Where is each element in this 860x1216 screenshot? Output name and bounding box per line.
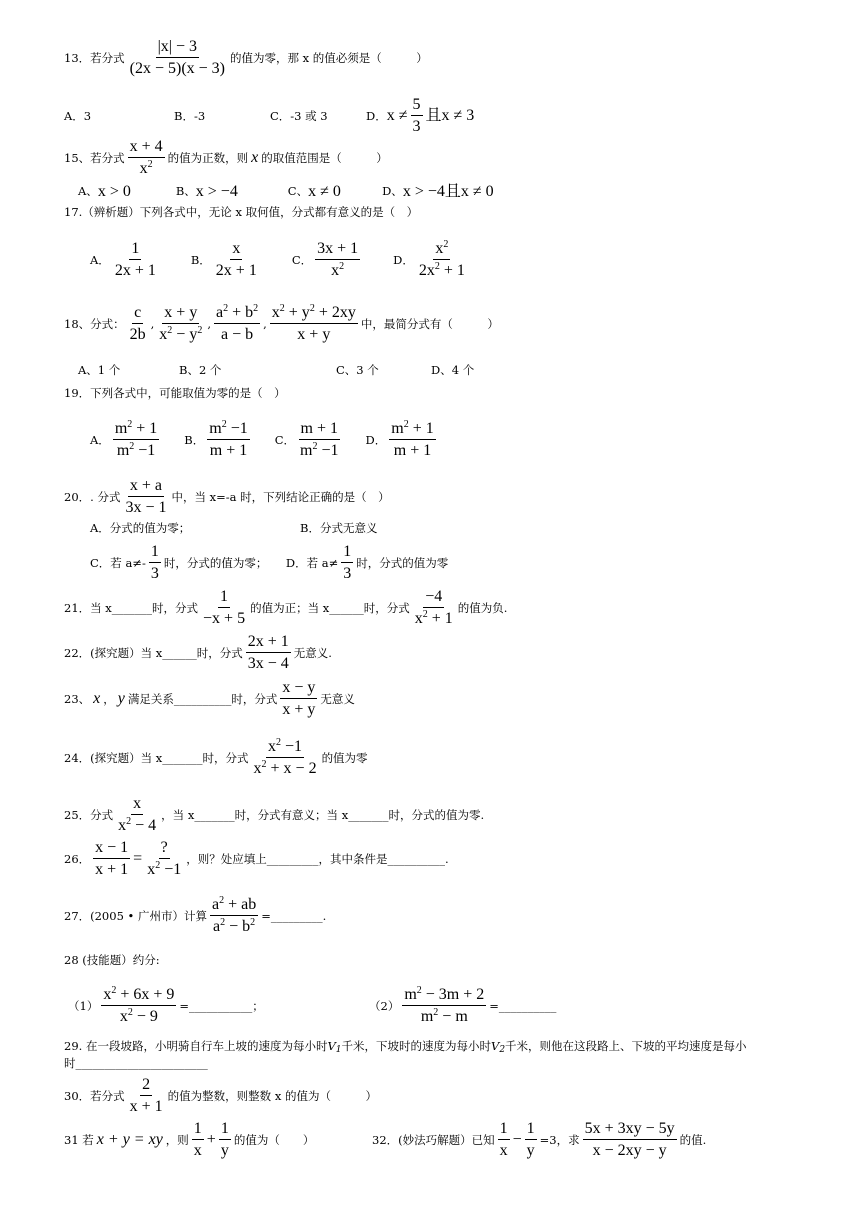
q28-p1-num (101, 986, 176, 1006)
q23-prefix: 23、 (64, 691, 91, 706)
q18-suffix: 中，最简分式有（ ） (360, 316, 499, 331)
q15-denominator (138, 158, 155, 178)
q31-f1-den: x (193, 1142, 202, 1160)
q21-fraction-1 (201, 588, 247, 629)
q30-den: x + 1 (129, 1098, 163, 1116)
q24-den-b: + x − 2 (266, 760, 317, 778)
q19-option-a (113, 420, 159, 461)
q27-num-a: a (211, 896, 220, 913)
q30-fraction (128, 1076, 165, 1117)
q21-f2-den-b: + 1 (427, 610, 453, 628)
q15-options (78, 184, 494, 200)
q28-p1-den (118, 1006, 160, 1026)
q19-options (90, 420, 439, 461)
q25-fraction (116, 795, 158, 836)
q27-num-b: + ab (224, 896, 257, 913)
q13-option-d-den: 3 (412, 118, 421, 136)
q17-c-num: 3x + 1 (315, 240, 360, 260)
q20-c-den: 3 (150, 565, 159, 583)
q21-fraction-2 (413, 588, 455, 629)
q19-d-den: m + 1 (393, 442, 432, 460)
q21-f2-den (413, 608, 455, 628)
q29-v1-letter: V (327, 1039, 336, 1053)
q32-fraction-1 (498, 1120, 510, 1161)
q15-var: x (251, 149, 259, 167)
q18-f3-num-exp2: 2 (253, 303, 259, 314)
q22-den: 3x − 4 (247, 655, 289, 673)
question-21 (64, 588, 507, 629)
q25-den-a: x (118, 817, 127, 835)
q29-line1-b: 千米，下坡时的速度为每小时 (341, 1039, 491, 1053)
q23-middle: 满足关系__________时，分式 (127, 691, 278, 706)
q18-f3-num-exp1: 2 (223, 303, 229, 314)
q20-option-c-fraction (149, 543, 161, 584)
q32-suffix: 的值. (679, 1132, 707, 1147)
q19-option-b-label: B． (184, 432, 205, 447)
q15-numerator: x + 4 (128, 138, 165, 158)
question-30 (64, 1076, 377, 1117)
q18-f1-num: c (132, 304, 143, 324)
q23-suffix: 无意义 (320, 691, 355, 706)
q20-d-den: 3 (343, 565, 352, 583)
q13-option-b: B．-3 (174, 108, 206, 123)
q28-p1-suffix: =___________； (179, 998, 264, 1013)
question-32 (372, 1120, 706, 1161)
q17-option-a-label: A． (90, 252, 110, 267)
q13-numerator: |x| − 3 (156, 38, 199, 58)
q18-fraction-2 (157, 304, 204, 345)
q32-f2-den: y (526, 1142, 535, 1160)
q18-f2-den-exp1: 2 (167, 325, 173, 337)
q15-option-b-label: B、 (175, 184, 196, 199)
q20-option-b: B．分式无意义 (300, 521, 378, 535)
q28-p2-suffix: =__________ (489, 998, 557, 1013)
q20-suffix: 中，当 x=-a 时，下列结论正确的是（ ） (171, 489, 390, 504)
q17-c-den (329, 260, 346, 280)
q20-num: x + a (128, 477, 164, 497)
q21-f2-den-a: x (414, 610, 423, 628)
q30-suffix: 的值为整数，则整数 x 的值为（ ） (167, 1088, 377, 1103)
q17-option-d (417, 240, 467, 281)
q28-p2-fraction (402, 986, 486, 1027)
q19-c-num: m + 1 (299, 420, 340, 440)
q27-fraction (210, 896, 258, 937)
q19-c-den (298, 440, 340, 460)
q13-option-d-fraction (411, 96, 423, 137)
q18-f3-num-b: + b (228, 304, 254, 321)
q18-option-a: A、1 个 (78, 363, 121, 377)
q29-line1-c: 千米，则他在这段路上、下坡的平均速度是每小 (505, 1039, 747, 1053)
q28-p2-num (402, 986, 486, 1006)
q25-prefix: 25．分式 (64, 807, 114, 822)
q28-p2-den (419, 1006, 470, 1026)
q13-option-a: A．3 (64, 108, 92, 123)
q17-option-c (315, 240, 360, 281)
q31-plus: + (206, 1131, 216, 1149)
question-23 (64, 679, 355, 720)
q23-num: x − y (280, 679, 317, 699)
question-18: 18、分式： $\frac{c}{2b}$ , $\frac{x + y}{x^2 - y^2}$ , $\frac{a^2 + b^2}{a - b}$ , $\frac{x^2 + y^2 + 2xy}{x + y}$ 中，最简分式有（ ） (64, 303, 499, 344)
q18-f4-num-c: + 2xy (314, 304, 356, 321)
q20-option-d-post: 时，分式的值为零 (356, 555, 449, 570)
q19-d-num-b: + 1 (408, 420, 434, 437)
q19-c-den-exp: 2 (312, 441, 318, 453)
q13-options (64, 96, 474, 137)
q19-option-d (389, 420, 435, 461)
q29-v2-letter: V (491, 1039, 500, 1053)
q13-option-d-post: 且x ≠ 3 (425, 107, 475, 125)
question-27 (64, 896, 326, 937)
q17-option-b (214, 240, 259, 281)
q17-d-den-exp: 2 (434, 261, 440, 273)
q32-middle: =3，求 (539, 1132, 580, 1147)
question-13 (64, 38, 428, 79)
q31-f1-num: 1 (192, 1120, 204, 1140)
q17-d-num-base: x (435, 240, 444, 257)
q25-den (116, 815, 158, 835)
q15-suffix: 的值为正数，则 (167, 150, 249, 165)
q23-var-y: y (117, 690, 125, 708)
q21-f2-num: −4 (423, 588, 444, 608)
q30-num: 2 (140, 1076, 152, 1096)
q28-p1-den-b: − 9 (132, 1008, 158, 1026)
q29-line2 (64, 1058, 208, 1070)
q26-r-den-a: x (147, 861, 156, 879)
q20-options-ab (90, 523, 377, 535)
q23-fraction (280, 679, 317, 720)
q17-d-den-pre: 2x (418, 262, 435, 280)
q17-d-den-post: + 1 (439, 262, 465, 280)
q29-v1-sub: 1 (335, 1045, 342, 1055)
q28-p2-den-a: m (420, 1008, 434, 1026)
q19-option-c (298, 420, 340, 461)
q17-option-a (113, 240, 158, 281)
q26-l-num: x − 1 (93, 839, 130, 859)
q19-b-num-a: m (209, 420, 222, 437)
q28-p1-num-a: x (103, 986, 112, 1003)
q31-fraction-2 (219, 1120, 231, 1161)
q18-f4-num-a: x (271, 304, 280, 321)
q28-p2-num-b: − 3m + 2 (421, 986, 485, 1003)
q18-f2-den (157, 324, 204, 344)
q32-f2-num: 1 (525, 1120, 537, 1140)
q18-f3-num (214, 304, 260, 324)
q28-p2-label: （2） (369, 998, 400, 1013)
q19-option-d-label: D． (365, 432, 387, 447)
q28-part-2 (369, 986, 556, 1027)
q15-option-a-label: A、 (78, 184, 98, 199)
q13-option-d-label: D． (366, 108, 387, 123)
q24-num-a: x (268, 738, 277, 755)
q19-option-a-label: A． (90, 432, 110, 447)
q15-option-d-label: D、 (382, 184, 403, 199)
q17-c-den-base: x (331, 262, 340, 280)
q26-l-den: x + 1 (95, 861, 129, 879)
q20-option-a: A．分式的值为零； (90, 521, 191, 535)
q18-f4-num-exp2: 2 (309, 303, 315, 314)
q19-c-den-a: m (300, 442, 313, 460)
q24-num-b: −1 (281, 738, 303, 755)
q19-d-num-exp: 2 (403, 419, 409, 430)
q20-den: 3x − 1 (125, 499, 167, 517)
question-31 (64, 1120, 314, 1161)
question-17 (64, 207, 418, 219)
q27-num-exp: 2 (219, 895, 225, 906)
q19-d-num (389, 420, 435, 440)
q17-a-den: 2x + 1 (114, 262, 156, 280)
q31-fraction-1 (192, 1120, 204, 1161)
question-25 (64, 795, 484, 836)
q20-option-d-fraction (341, 543, 353, 584)
q20-d-num: 1 (341, 543, 353, 563)
q26-r-num: ? (159, 839, 170, 859)
q29-line2-text: 时_______________________ (64, 1056, 208, 1070)
q17-c-den-exp: 2 (339, 261, 345, 273)
q19-a-num (113, 420, 159, 440)
q19-a-den (115, 440, 157, 460)
q18-prefix: 18、分式： (64, 316, 125, 331)
q18-option-c: C、3 个 (336, 363, 379, 377)
q24-num-exp: 2 (276, 737, 282, 748)
q31-suffix: 的值为（ ） (233, 1132, 315, 1147)
q18-f2-den-exp2: 2 (197, 325, 203, 337)
q17-d-den (417, 260, 467, 280)
q19-option-b (207, 420, 249, 461)
question-15 (64, 138, 388, 179)
q17-options (90, 240, 470, 281)
q15-fraction (128, 138, 165, 179)
q13-prefix: 13．若分式 (64, 50, 125, 65)
q17-d-num-exp: 2 (443, 239, 449, 250)
q18-f2-num: x + y (162, 304, 199, 324)
q22-num: 2x + 1 (246, 633, 291, 653)
question-20 (64, 477, 390, 518)
q18-f4-den: x + y (297, 326, 331, 344)
q18-f2-den-b: − y (172, 326, 198, 344)
q24-suffix: 的值为零 (321, 750, 368, 765)
q18-f4-num-exp1: 2 (279, 303, 285, 314)
question-24 (64, 738, 368, 779)
q28-p2-den-b: − m (438, 1008, 468, 1026)
q23-den: x + y (282, 701, 316, 719)
q32-fraction-2 (525, 1120, 537, 1161)
q18-fraction-4 (270, 304, 358, 345)
q26-r-den-b: −1 (160, 861, 182, 879)
q18-option-b: B、2 个 (179, 363, 222, 377)
q23-var-x: x (93, 690, 101, 708)
q18-f4-num-b: + y (284, 304, 310, 321)
q18-f3-den: a − b (220, 326, 254, 344)
q27-num (210, 896, 258, 916)
q25-den-exp: 2 (126, 816, 132, 828)
q31-prefix: 31 若 (64, 1132, 94, 1147)
q15-prefix: 15、若分式 (64, 150, 125, 165)
q32-den: x − 2xy − y (592, 1142, 667, 1160)
q15-option-c: x ≠ 0 (308, 183, 341, 200)
q26-prefix: 26． (64, 851, 91, 866)
q19-b-den: m + 1 (209, 442, 248, 460)
q28-p1-label: （1） (68, 998, 99, 1013)
q21-f1-num: 1 (218, 588, 230, 608)
q21-prefix: 21．当 x_______时，分式 (64, 600, 199, 615)
q20-option-d-pre: D．若 a≠ (285, 555, 339, 570)
q22-suffix: 无意义. (293, 645, 332, 660)
q24-num (266, 738, 304, 758)
q18-f2-den-a: x (159, 326, 168, 344)
q27-den-exp1: 2 (220, 917, 226, 929)
q19-b-num (207, 420, 249, 440)
q28-text: 28 (技能题）约分: (64, 953, 160, 967)
q22-fraction (246, 633, 291, 674)
q17-a-num: 1 (129, 240, 141, 260)
q28-p2-den-exp: 2 (433, 1007, 439, 1019)
q25-den-b: − 4 (131, 817, 157, 835)
q19-a-den-exp: 2 (129, 441, 135, 453)
q29-v2-sub: 2 (499, 1045, 506, 1055)
q15-den-base: x (139, 160, 148, 178)
q21-middle: 的值为正；当 x______时，分式 (250, 600, 410, 615)
q26-equals: = (133, 850, 143, 868)
q17-option-b-label: B． (190, 252, 211, 267)
q20-option-c-pre: C．若 a≠- (90, 555, 146, 570)
q13-fraction (128, 38, 227, 79)
q19-text: 19．下列各式中，可能取值为零的是（ ） (64, 386, 286, 400)
q24-den (252, 758, 319, 778)
q18-f3-num-a: a (215, 304, 224, 321)
q17-option-c-label: C． (291, 252, 313, 267)
q20-c-num: 1 (149, 543, 161, 563)
q21-f1-den: −x + 5 (203, 610, 246, 628)
q15-option-c-label: C、 (287, 184, 309, 199)
q19-b-num-exp: 2 (221, 419, 227, 430)
q27-den-exp2: 2 (250, 917, 256, 929)
q32-prefix: 32．(妙法巧解题）已知 (372, 1132, 495, 1147)
q28-p1-fraction (101, 986, 176, 1027)
q20-fraction (123, 477, 168, 518)
q20-options-cd (90, 543, 448, 584)
q13-option-d-pre: x ≠ (386, 107, 408, 125)
q24-prefix: 24．(探究题）当 x_______时，分式 (64, 750, 249, 765)
q31-f2-num: 1 (219, 1120, 231, 1140)
q19-a-den-b: −1 (134, 442, 156, 460)
q17-d-num (433, 240, 450, 260)
q27-suffix: =_________. (261, 908, 327, 923)
q29-v1 (327, 1041, 341, 1053)
q28-p1-num-exp: 2 (111, 985, 117, 996)
q27-den-a: a (213, 918, 221, 936)
q17-option-d-label: D． (393, 252, 414, 267)
q23-sep: ， (103, 691, 115, 706)
question-19 (64, 388, 286, 400)
q29-v2 (491, 1041, 505, 1053)
q18-options (78, 365, 474, 377)
q26-r-den-exp: 2 (155, 860, 161, 872)
q15-den-exp: 2 (147, 159, 153, 171)
q18-option-d: D、4 个 (431, 363, 475, 377)
question-29 (64, 1041, 747, 1053)
q15-option-d: x > −4且x ≠ 0 (402, 183, 494, 200)
q21-f2-den-exp: 2 (422, 609, 428, 621)
q28-p1-den-a: x (119, 1008, 128, 1026)
q19-c-den-b: −1 (317, 442, 339, 460)
q19-b-num-b: −1 (226, 420, 248, 437)
q19-d-num-a: m (391, 420, 404, 437)
q25-suffix: ，当 x_______时，分式有意义；当 x_______时，分式的值为零. (161, 807, 485, 822)
q15-option-b: x > −4 (195, 183, 238, 200)
q20-option-c-post: 时，分式的值为零； (163, 555, 268, 570)
q15-suffix2: 的取值范围是（ ） (261, 150, 388, 165)
q24-den-a: x (253, 760, 262, 778)
q17-text: 17.（辨析题）下列各式中，无论 x 取何值，分式都有意义的是（ ） (64, 205, 419, 219)
q27-den (211, 916, 257, 936)
q28-p2-num-a: m (404, 986, 417, 1003)
q26-right-fraction (145, 839, 183, 880)
q24-den-exp: 2 (261, 759, 267, 771)
q27-prefix: 27．(2005 • 广州市）计算 (64, 908, 207, 923)
q19-a-num-a: m (114, 420, 128, 437)
question-22 (64, 633, 332, 674)
q17-b-den: 2x + 1 (215, 262, 257, 280)
q26-left-fraction (93, 839, 130, 880)
q20-prefix: 20．. 分式 (64, 489, 121, 504)
q13-denominator: (2x − 5)(x − 3) (129, 60, 225, 78)
q13-suffix: 的值为零，那 x 的值必须是（ ） (230, 50, 428, 65)
q30-prefix: 30．若分式 (64, 1088, 125, 1103)
q32-fraction-3 (583, 1120, 677, 1161)
q28-p1-num-b: + 6x + 9 (116, 986, 175, 1003)
q31-equation: x + y = xy (96, 1131, 163, 1149)
q28-part-1 (68, 986, 264, 1027)
q25-num: x (131, 795, 143, 815)
q19-a-den-a: m (116, 442, 130, 460)
q32-num: 5x + 3xy − 5y (583, 1120, 677, 1140)
question-26 (64, 839, 449, 880)
q24-fraction (252, 738, 319, 779)
q27-den-b: − b (225, 918, 251, 936)
q17-b-num: x (230, 240, 242, 260)
q18-fraction-1 (128, 304, 148, 345)
q29-line1-a: 29. 在一段坡路，小明骑自行车上坡的速度为每小时 (64, 1039, 328, 1053)
q18-f4-num (270, 304, 358, 324)
q19-a-num-b: + 1 (132, 420, 158, 437)
q13-option-c: C．-3 或 3 (270, 108, 328, 123)
question-28 (64, 955, 160, 967)
q32-f1-num: 1 (498, 1120, 510, 1140)
q19-a-num-exp: 2 (127, 419, 133, 430)
q28-p1-den-exp: 2 (127, 1007, 133, 1019)
q13-option-d-num: 5 (411, 96, 423, 116)
q32-minus: − (512, 1131, 522, 1149)
q22-prefix: 22．(探究题）当 x______时，分式 (64, 645, 243, 660)
q31-middle: ，则 (165, 1132, 189, 1147)
q15-option-a: x > 0 (97, 183, 131, 200)
q26-r-den (145, 859, 183, 879)
q26-suffix: ，则？处应填上_________，其中条件是__________. (186, 851, 449, 866)
q19-option-c-label: C． (274, 432, 296, 447)
q21-suffix: 的值为负. (457, 600, 508, 615)
q31-f2-den: y (220, 1142, 229, 1160)
q18-f1-den: 2b (129, 326, 146, 344)
q28-p2-num-exp: 2 (416, 985, 422, 996)
q18-fraction-3 (214, 304, 260, 345)
q32-f1-den: x (499, 1142, 508, 1160)
